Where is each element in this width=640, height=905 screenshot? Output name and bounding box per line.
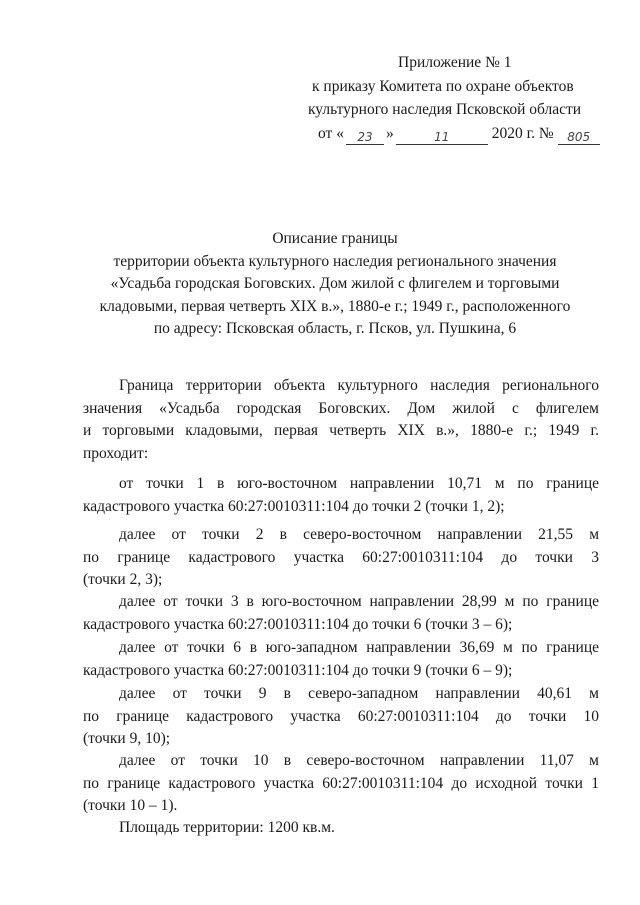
intro-line-4: проходит: [83, 444, 149, 462]
order-reference: к приказу Комитета по охране объектов [312, 78, 574, 95]
segment-3 [83, 591, 599, 636]
segment-6-line-1: далее от точки 10 в северо-восточном направлении 11,07 м [119, 752, 599, 769]
committee-name: культурного наследия Псковской области [308, 101, 582, 118]
segment-1-line-2: кадастрового участка 60:27:0010311:104 до точки 2 (точки 1, 2); [83, 497, 505, 515]
intro-line-3: и торговыми кладовыми, первая четверть XIX в.», 1880-е г.; 1949 г. [83, 422, 599, 439]
segment-2-line-1: далее от точки 2 в северо-восточном направлении 21,55 м [119, 526, 599, 543]
date-mid: » [385, 125, 394, 142]
segment-3-line-1: далее от точки 3 в юго-восточном направлении 28,99 м по границе [119, 593, 599, 610]
segment-6-line-3: (точки 10 – 1). [83, 797, 178, 814]
title-line-1: Описание границы [272, 230, 398, 247]
order-date-line [318, 123, 600, 145]
date-prefix: от « [318, 125, 344, 142]
segment-2-line-2: по границе кадастрового участка 60:27:0010311:104 до точки 3 [83, 548, 599, 566]
intro-line-1: Граница территории объекта культурного наследия регионального [119, 377, 599, 394]
title-line-4: кладовыми, первая четверть XIX в.», 1880-е г.; 1949 г., расположенного [99, 297, 571, 315]
segment-4-line-2: кадастрового участка 60:27:0010311:104 до точки 9 (точки 6 – 9); [83, 661, 513, 679]
title-line-3: «Усадьба городская Боговских. Дом жилой с флигелем и торговыми [110, 275, 560, 292]
segment-1-line-1: от точки 1 в юго-восточном направлении 10,71 м по границе [119, 475, 599, 492]
year-number-label: 2020 г. № [491, 125, 554, 142]
segment-5-line-3: (точки 9, 10); [83, 730, 171, 747]
title-line-5: по адресу: Псковская область, г. Псков, ул. Пушкина, 6 [153, 320, 517, 337]
segment-4 [83, 637, 599, 682]
appendix-number: Приложение № 1 [398, 54, 512, 71]
segment-5 [83, 683, 599, 751]
handwritten-order-number: 805 [558, 130, 600, 145]
segment-6-line-2: по границе кадастрового участка 60:27:0010311:104 до исходной точки 1 [83, 774, 599, 792]
document-title [70, 228, 600, 341]
segment-1 [83, 473, 599, 518]
title-line-2: территории объекта культурного наследия регионального значения [113, 252, 557, 270]
segment-2 [83, 524, 599, 592]
segment-5-line-2: по границе кадастрового участка 60:27:0010311:104 до точки 10 [83, 707, 599, 725]
segment-2-line-3: (точки 2, 3); [83, 571, 163, 588]
intro-line-2: значения «Усадьба городская Боговских. Дом жилой с флигелем [83, 399, 599, 417]
handwritten-day: 23 [346, 130, 384, 145]
intro-paragraph [83, 375, 599, 465]
territory-area: Площадь территории: 1200 кв.м. [119, 819, 335, 836]
segment-6 [83, 750, 599, 818]
segment-3-line-2: кадастрового участка 60:27:0010311:104 до точки 6 (точки 3 – 6); [83, 615, 513, 633]
segment-4-line-1: далее от точки 6 в юго-западном направлении 36,69 м по границе [119, 639, 599, 656]
segment-5-line-1: далее от точки 9 в северо-западном направлении 40,61 м [119, 685, 599, 702]
handwritten-month: 11 [396, 130, 488, 145]
